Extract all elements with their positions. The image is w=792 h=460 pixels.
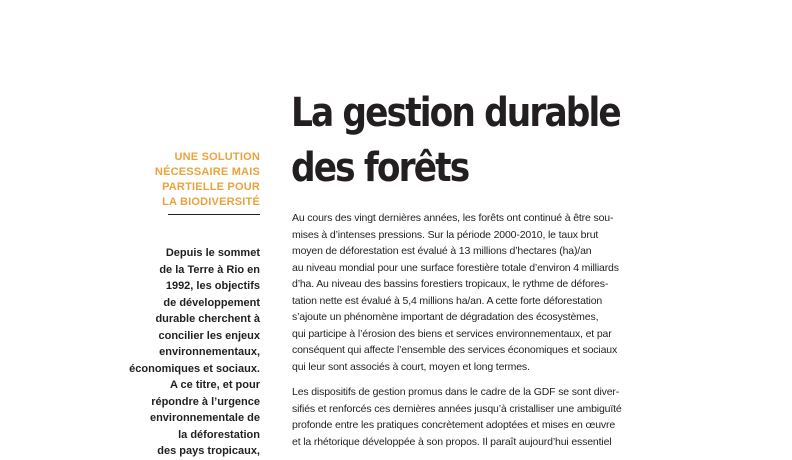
title-line-1: La gestion durable — [291, 90, 620, 136]
lead-line: des pays tropicaux, — [157, 445, 260, 457]
body-line: et la rhétorique développée à son propos. Il paraît aujourd’hui essentiel — [292, 435, 612, 448]
body-line: s’ajoute un phénomène important de dégradation des écosystèmes, — [292, 311, 599, 323]
body-line: qui participe à l’érosion des biens et services environnementaux, et par — [292, 327, 612, 340]
body-line: Au cours des vingt dernières années, les forêts ont continué à être sou- — [292, 212, 614, 224]
lead-line: environnementaux, — [159, 346, 260, 358]
kicker-line: NÉCESSAIRE MAIS — [154, 166, 260, 178]
lead-line: concilier les enjeux — [158, 329, 260, 342]
body-line: tation nette est évalué à 5,4 millions ha/an. A cette forte déforestation — [292, 294, 603, 307]
body-line: Les dispositifs de gestion promus dans le cadre de la GDF se sont diver- — [292, 386, 620, 398]
lead-line: répondre à l’urgence — [151, 395, 260, 408]
title-line-2: des forêts — [291, 145, 469, 191]
lead-line: Depuis le sommet — [165, 247, 260, 259]
section-kicker — [140, 150, 260, 210]
lead-line: la déforestation — [178, 428, 260, 441]
page-title — [291, 86, 695, 196]
body-line: au niveau mondial pour une surface forestière totale d’environ 4 milliards — [292, 261, 619, 274]
body-line: qui leur sont associés à court, moyen et long termes. — [292, 360, 530, 373]
lead-line: économiques et sociaux. — [129, 362, 260, 375]
kicker-divider — [168, 214, 260, 215]
lead-paragraph — [120, 245, 260, 460]
body-text — [292, 210, 677, 459]
body-paragraph-1 — [292, 210, 677, 375]
lead-line: de la Terre à Rio en — [159, 263, 260, 276]
lead-line: A ce titre, et pour — [169, 379, 260, 391]
body-line: profonde entre les pratiques concrètement adoptées et mises en œuvre — [292, 419, 616, 431]
kicker-line: UNE SOLUTION — [174, 151, 260, 163]
lead-line: 1992, les objectifs — [165, 280, 260, 292]
body-line: d’ha. Au niveau des bassins forestiers tropicaux, le rythme de défores- — [292, 278, 609, 290]
lead-line: durable cherchent à — [155, 313, 260, 325]
body-paragraph-2 — [292, 384, 677, 450]
kicker-line: LA BIODIVERSITÉ — [162, 196, 260, 208]
lead-line: de développement — [163, 296, 260, 309]
body-line: moyen de déforestation est évalué à 13 millions d’hectares (ha)/an — [292, 245, 592, 257]
lead-line: environnementale de — [149, 412, 260, 424]
body-line: mises à d’intenses pressions. Sur la période 2000-2010, le taux brut — [292, 228, 599, 241]
body-line: sifiés et renforcés ces dernières années jusqu’à cristalliser une ambiguïté — [292, 402, 622, 415]
body-line: conséquent qui affecte l’ensemble des services économiques et sociaux — [292, 344, 618, 356]
kicker-line: PARTIELLE POUR — [162, 181, 260, 193]
